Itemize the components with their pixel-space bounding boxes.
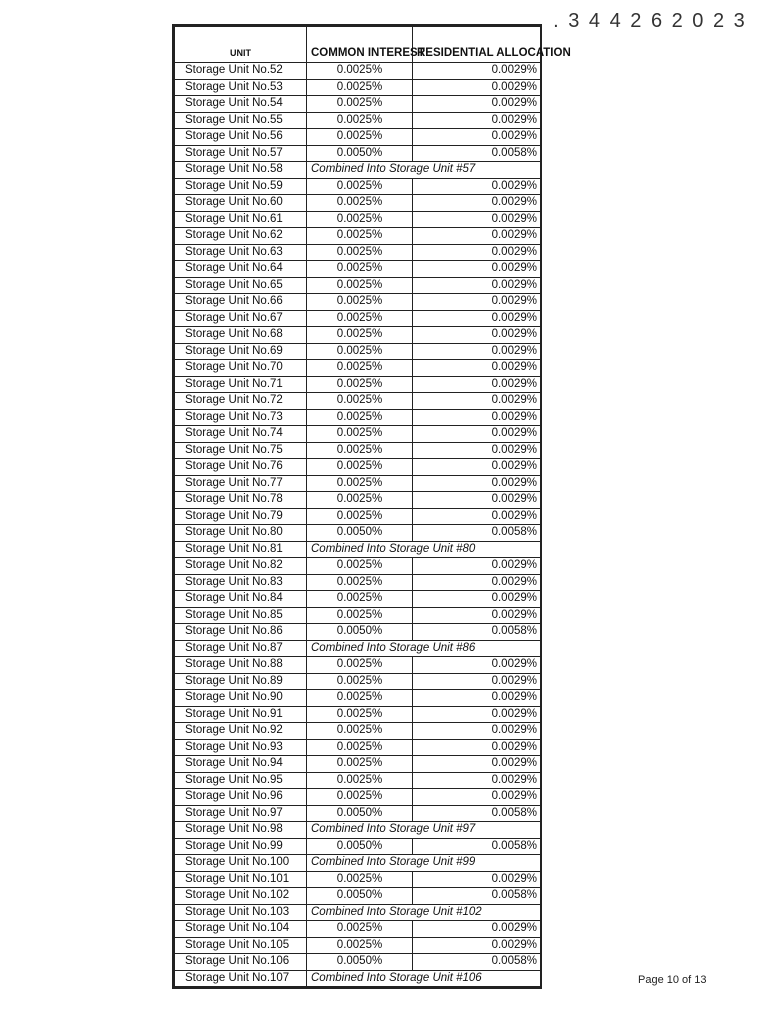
common-interest-cell: 0.0025% <box>307 789 413 806</box>
unit-cell: Storage Unit No.73 <box>175 409 307 426</box>
common-interest-cell: 0.0050% <box>307 525 413 542</box>
residential-allocation-cell: 0.0058% <box>413 888 541 905</box>
unit-cell: Storage Unit No.105 <box>175 937 307 954</box>
table-row <box>175 475 541 492</box>
table-body <box>175 63 541 987</box>
table-row <box>175 426 541 443</box>
common-interest-cell: 0.0025% <box>307 723 413 740</box>
table-row <box>175 624 541 641</box>
common-interest-cell: 0.0025% <box>307 756 413 773</box>
unit-cell: Storage Unit No.82 <box>175 558 307 575</box>
unit-cell: Storage Unit No.65 <box>175 277 307 294</box>
residential-allocation-cell: 0.0029% <box>413 591 541 608</box>
common-interest-cell: 0.0025% <box>307 673 413 690</box>
unit-cell: Storage Unit No.86 <box>175 624 307 641</box>
table-row <box>175 706 541 723</box>
residential-allocation-cell: 0.0029% <box>413 772 541 789</box>
combined-note-cell: Combined Into Storage Unit #80 <box>307 541 541 558</box>
allocation-table <box>174 26 571 987</box>
residential-allocation-cell: 0.0029% <box>413 96 541 113</box>
common-interest-cell: 0.0050% <box>307 888 413 905</box>
residential-allocation-cell: 0.0029% <box>413 426 541 443</box>
unit-cell: Storage Unit No.79 <box>175 508 307 525</box>
table-row <box>175 525 541 542</box>
common-interest-cell: 0.0025% <box>307 690 413 707</box>
residential-allocation-cell: 0.0029% <box>413 63 541 80</box>
common-interest-cell: 0.0025% <box>307 343 413 360</box>
residential-allocation-cell: 0.0029% <box>413 112 541 129</box>
unit-cell: Storage Unit No.63 <box>175 244 307 261</box>
common-interest-cell: 0.0025% <box>307 657 413 674</box>
common-interest-cell: 0.0025% <box>307 558 413 575</box>
document-stamp: . . 3 4 4 2 6 2 0 2 3 <box>538 10 747 32</box>
unit-cell: Storage Unit No.95 <box>175 772 307 789</box>
table-row <box>175 409 541 426</box>
table-row <box>175 772 541 789</box>
table-row <box>175 607 541 624</box>
unit-cell: Storage Unit No.69 <box>175 343 307 360</box>
table-row <box>175 459 541 476</box>
table-row <box>175 508 541 525</box>
common-interest-cell: 0.0025% <box>307 591 413 608</box>
table-row <box>175 591 541 608</box>
unit-cell: Storage Unit No.71 <box>175 376 307 393</box>
table-header-row <box>175 27 541 63</box>
page-number: Page 10 of 13 <box>638 974 707 986</box>
table-row <box>175 871 541 888</box>
common-interest-column-header: COMMON INTEREST <box>307 27 413 63</box>
unit-cell: Storage Unit No.87 <box>175 640 307 657</box>
common-interest-cell: 0.0025% <box>307 211 413 228</box>
common-interest-cell: 0.0025% <box>307 426 413 443</box>
common-interest-cell: 0.0025% <box>307 277 413 294</box>
unit-cell: Storage Unit No.58 <box>175 162 307 179</box>
common-interest-cell: 0.0050% <box>307 954 413 971</box>
common-interest-cell: 0.0025% <box>307 607 413 624</box>
residential-allocation-cell: 0.0029% <box>413 756 541 773</box>
table-row <box>175 442 541 459</box>
residential-allocation-cell: 0.0029% <box>413 343 541 360</box>
table-row <box>175 739 541 756</box>
common-interest-cell: 0.0025% <box>307 574 413 591</box>
table-row <box>175 690 541 707</box>
residential-allocation-cell: 0.0029% <box>413 195 541 212</box>
unit-cell: Storage Unit No.52 <box>175 63 307 80</box>
table-row <box>175 112 541 129</box>
residential-allocation-cell: 0.0029% <box>413 310 541 327</box>
combined-note-cell: Combined Into Storage Unit #86 <box>307 640 541 657</box>
table-row <box>175 360 541 377</box>
common-interest-cell: 0.0025% <box>307 937 413 954</box>
unit-cell: Storage Unit No.101 <box>175 871 307 888</box>
table-row <box>175 376 541 393</box>
table-row <box>175 129 541 146</box>
common-interest-cell: 0.0025% <box>307 442 413 459</box>
residential-allocation-cell: 0.0029% <box>413 294 541 311</box>
common-interest-cell: 0.0050% <box>307 624 413 641</box>
unit-cell: Storage Unit No.107 <box>175 970 307 987</box>
table-row <box>175 640 541 657</box>
table-row <box>175 79 541 96</box>
common-interest-cell: 0.0025% <box>307 409 413 426</box>
unit-cell: Storage Unit No.57 <box>175 145 307 162</box>
unit-cell: Storage Unit No.62 <box>175 228 307 245</box>
combined-note-cell: Combined Into Storage Unit #106 <box>307 970 541 987</box>
common-interest-cell: 0.0025% <box>307 772 413 789</box>
unit-cell: Storage Unit No.92 <box>175 723 307 740</box>
unit-cell: Storage Unit No.76 <box>175 459 307 476</box>
combined-note-cell: Combined Into Storage Unit #57 <box>307 162 541 179</box>
unit-cell: Storage Unit No.84 <box>175 591 307 608</box>
table-row <box>175 244 541 261</box>
common-interest-cell: 0.0025% <box>307 706 413 723</box>
table-row <box>175 261 541 278</box>
residential-allocation-cell: 0.0029% <box>413 211 541 228</box>
residential-allocation-cell: 0.0029% <box>413 739 541 756</box>
table-row <box>175 888 541 905</box>
unit-cell: Storage Unit No.56 <box>175 129 307 146</box>
common-interest-cell: 0.0025% <box>307 228 413 245</box>
unit-cell: Storage Unit No.83 <box>175 574 307 591</box>
table-row <box>175 63 541 80</box>
common-interest-cell: 0.0050% <box>307 145 413 162</box>
unit-cell: Storage Unit No.55 <box>175 112 307 129</box>
common-interest-cell: 0.0025% <box>307 921 413 938</box>
unit-cell: Storage Unit No.77 <box>175 475 307 492</box>
residential-allocation-column-header: RESIDENTIAL ALLOCATION <box>413 27 541 63</box>
table-row <box>175 310 541 327</box>
unit-column-header: UNIT <box>175 27 307 63</box>
residential-allocation-cell: 0.0029% <box>413 492 541 509</box>
table-row <box>175 541 541 558</box>
residential-allocation-cell: 0.0029% <box>413 244 541 261</box>
residential-allocation-cell: 0.0029% <box>413 558 541 575</box>
residential-allocation-cell: 0.0029% <box>413 228 541 245</box>
unit-cell: Storage Unit No.100 <box>175 855 307 872</box>
residential-allocation-cell: 0.0058% <box>413 624 541 641</box>
unit-cell: Storage Unit No.103 <box>175 904 307 921</box>
unit-cell: Storage Unit No.54 <box>175 96 307 113</box>
residential-allocation-cell: 0.0029% <box>413 574 541 591</box>
table-row <box>175 574 541 591</box>
residential-allocation-cell: 0.0029% <box>413 327 541 344</box>
table-row <box>175 195 541 212</box>
residential-allocation-cell: 0.0029% <box>413 459 541 476</box>
unit-cell: Storage Unit No.104 <box>175 921 307 938</box>
common-interest-cell: 0.0025% <box>307 112 413 129</box>
combined-note-cell: Combined Into Storage Unit #102 <box>307 904 541 921</box>
unit-cell: Storage Unit No.88 <box>175 657 307 674</box>
table-row <box>175 96 541 113</box>
residential-allocation-cell: 0.0029% <box>413 706 541 723</box>
table-row <box>175 921 541 938</box>
unit-cell: Storage Unit No.68 <box>175 327 307 344</box>
common-interest-cell: 0.0050% <box>307 805 413 822</box>
residential-allocation-cell: 0.0058% <box>413 838 541 855</box>
residential-allocation-cell: 0.0058% <box>413 805 541 822</box>
unit-cell: Storage Unit No.70 <box>175 360 307 377</box>
table-row <box>175 294 541 311</box>
residential-allocation-cell: 0.0029% <box>413 690 541 707</box>
unit-cell: Storage Unit No.96 <box>175 789 307 806</box>
table-row <box>175 904 541 921</box>
unit-cell: Storage Unit No.80 <box>175 525 307 542</box>
residential-allocation-cell: 0.0029% <box>413 657 541 674</box>
table-row <box>175 838 541 855</box>
residential-allocation-cell: 0.0058% <box>413 954 541 971</box>
unit-cell: Storage Unit No.60 <box>175 195 307 212</box>
residential-allocation-cell: 0.0029% <box>413 921 541 938</box>
common-interest-cell: 0.0025% <box>307 261 413 278</box>
common-interest-cell: 0.0025% <box>307 310 413 327</box>
residential-allocation-cell: 0.0029% <box>413 475 541 492</box>
unit-cell: Storage Unit No.59 <box>175 178 307 195</box>
residential-allocation-cell: 0.0029% <box>413 178 541 195</box>
residential-allocation-cell: 0.0029% <box>413 79 541 96</box>
table-row <box>175 228 541 245</box>
table-row <box>175 492 541 509</box>
combined-note-cell: Combined Into Storage Unit #97 <box>307 822 541 839</box>
common-interest-cell: 0.0025% <box>307 327 413 344</box>
table-row <box>175 211 541 228</box>
residential-allocation-cell: 0.0029% <box>413 442 541 459</box>
common-interest-cell: 0.0025% <box>307 195 413 212</box>
table-row <box>175 970 541 987</box>
unit-cell: Storage Unit No.85 <box>175 607 307 624</box>
table-row <box>175 327 541 344</box>
residential-allocation-cell: 0.0029% <box>413 393 541 410</box>
table-row <box>175 277 541 294</box>
residential-allocation-cell: 0.0029% <box>413 937 541 954</box>
common-interest-cell: 0.0025% <box>307 178 413 195</box>
common-interest-cell: 0.0025% <box>307 393 413 410</box>
unit-cell: Storage Unit No.91 <box>175 706 307 723</box>
unit-cell: Storage Unit No.67 <box>175 310 307 327</box>
residential-allocation-cell: 0.0029% <box>413 277 541 294</box>
table-row <box>175 393 541 410</box>
common-interest-cell: 0.0025% <box>307 63 413 80</box>
table-row <box>175 178 541 195</box>
unit-cell: Storage Unit No.72 <box>175 393 307 410</box>
common-interest-cell: 0.0025% <box>307 492 413 509</box>
residential-allocation-cell: 0.0029% <box>413 261 541 278</box>
common-interest-cell: 0.0025% <box>307 508 413 525</box>
common-interest-cell: 0.0025% <box>307 79 413 96</box>
residential-allocation-cell: 0.0029% <box>413 409 541 426</box>
unit-cell: Storage Unit No.64 <box>175 261 307 278</box>
common-interest-cell: 0.0025% <box>307 459 413 476</box>
residential-allocation-cell: 0.0029% <box>413 376 541 393</box>
unit-cell: Storage Unit No.81 <box>175 541 307 558</box>
common-interest-cell: 0.0025% <box>307 294 413 311</box>
unit-cell: Storage Unit No.75 <box>175 442 307 459</box>
common-interest-cell: 0.0025% <box>307 475 413 492</box>
table-row <box>175 937 541 954</box>
table-row <box>175 723 541 740</box>
table-row <box>175 805 541 822</box>
allocation-table-container <box>172 24 571 989</box>
residential-allocation-cell: 0.0029% <box>413 607 541 624</box>
residential-allocation-cell: 0.0029% <box>413 723 541 740</box>
common-interest-cell: 0.0025% <box>307 376 413 393</box>
table-row <box>175 657 541 674</box>
table-row <box>175 343 541 360</box>
table-row <box>175 756 541 773</box>
table-row <box>175 162 541 179</box>
residential-allocation-cell: 0.0029% <box>413 508 541 525</box>
table-row <box>175 558 541 575</box>
common-interest-cell: 0.0025% <box>307 129 413 146</box>
residential-allocation-cell: 0.0058% <box>413 525 541 542</box>
common-interest-cell: 0.0025% <box>307 739 413 756</box>
unit-cell: Storage Unit No.106 <box>175 954 307 971</box>
unit-cell: Storage Unit No.97 <box>175 805 307 822</box>
common-interest-cell: 0.0050% <box>307 838 413 855</box>
unit-cell: Storage Unit No.53 <box>175 79 307 96</box>
unit-cell: Storage Unit No.78 <box>175 492 307 509</box>
unit-cell: Storage Unit No.89 <box>175 673 307 690</box>
unit-cell: Storage Unit No.74 <box>175 426 307 443</box>
table-row <box>175 954 541 971</box>
residential-allocation-cell: 0.0029% <box>413 129 541 146</box>
residential-allocation-cell: 0.0029% <box>413 673 541 690</box>
residential-allocation-cell: 0.0029% <box>413 871 541 888</box>
common-interest-cell: 0.0025% <box>307 871 413 888</box>
unit-cell: Storage Unit No.98 <box>175 822 307 839</box>
table-row <box>175 145 541 162</box>
common-interest-cell: 0.0025% <box>307 360 413 377</box>
unit-cell: Storage Unit No.90 <box>175 690 307 707</box>
table-row <box>175 673 541 690</box>
residential-allocation-cell: 0.0029% <box>413 789 541 806</box>
residential-allocation-cell: 0.0058% <box>413 145 541 162</box>
common-interest-cell: 0.0025% <box>307 244 413 261</box>
table-row <box>175 822 541 839</box>
unit-cell: Storage Unit No.93 <box>175 739 307 756</box>
combined-note-cell: Combined Into Storage Unit #99 <box>307 855 541 872</box>
unit-cell: Storage Unit No.99 <box>175 838 307 855</box>
unit-cell: Storage Unit No.66 <box>175 294 307 311</box>
table-row <box>175 855 541 872</box>
table-row <box>175 789 541 806</box>
unit-cell: Storage Unit No.61 <box>175 211 307 228</box>
common-interest-cell: 0.0025% <box>307 96 413 113</box>
unit-cell: Storage Unit No.102 <box>175 888 307 905</box>
unit-cell: Storage Unit No.94 <box>175 756 307 773</box>
residential-allocation-cell: 0.0029% <box>413 360 541 377</box>
